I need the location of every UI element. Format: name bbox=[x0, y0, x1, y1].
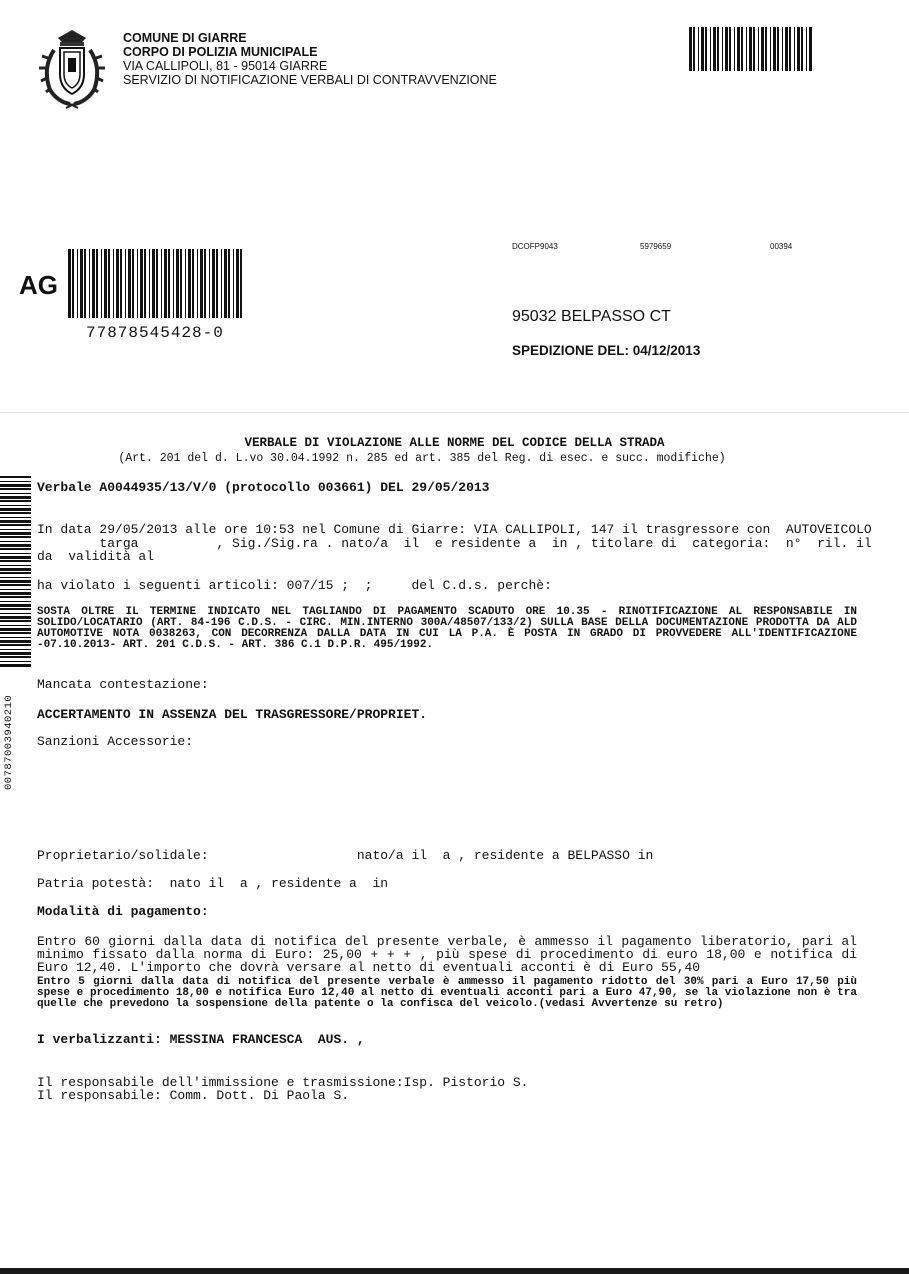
payment-reduced: Entro 5 giorni dalla data di notifica del presente verbale è ammesso il pagamento ridotto del 30% pari a Euro 17,50 più spese e procedimento 18,00 e notifica Euro 12,40 al netto di eventuali acconti pari a Euro 47,90, se la violazione non è tra quelle che prevedono la sospensione della patente o la confisca del veicolo.(vedasi Avvertenze su retro) bbox=[37, 976, 857, 1010]
in-data-line-3: da validità al bbox=[37, 549, 155, 564]
accertamento: ACCERTAMENTO IN ASSENZA DEL TRASGRESSORE/PROPRIET. bbox=[37, 707, 428, 722]
code-3: 00394 bbox=[770, 242, 793, 251]
violation-reason: SOSTA OLTRE IL TERMINE INDICATO NEL TAGLIANDO DI PAGAMENTO SCADUTO ORE 10.35 - RINOTIFICAZIONE AL RESPONSABILE IN SOLIDO/LOCATARIO (ART. 84-196 C.D.S. - CIRC. MIN.INTERNO 300A/48507/133/2) SULLA BASE DELLA DOCUMENTAZIONE PRODOTTA DA ALD AUTOMOTIVE NOTA 0038263, CON DECORRENZA DALLA DATA IN CUI LA P.A. È POSTA IN GRADO DI PROVVEDERE ALL'IDENTIFICAZIONE -07.10.2013- ART. 201 C.D.S. - ART. 386 C.1 D.P.R. 495/1992. bbox=[37, 606, 857, 651]
violated-articles: ha violato i seguenti articoli: 007/15 ; ; del C.d.s. perchè: bbox=[37, 578, 552, 593]
responsabile: Il responsabile: Comm. Dott. Di Paola S. bbox=[37, 1088, 350, 1103]
payment-methods-heading: Modalità di pagamento: bbox=[37, 904, 209, 919]
code-2: 5979659 bbox=[640, 242, 672, 251]
code-1: DCOFP9043 bbox=[512, 242, 558, 251]
page-bottom-edge bbox=[0, 1268, 909, 1274]
in-data-line-1: In data 29/05/2013 alle ore 10:53 nel Comune di Giarre: VIA CALLIPOLI, 147 il trasgressore con AUTOVEICOLO bbox=[37, 522, 872, 537]
in-data-line-2: targa , Sig./Sig.ra . nato/a il e residente a in , titolare di categoria: n° ril. il bbox=[37, 536, 872, 551]
shipment-date: SPEDIZIONE DEL: 04/12/2013 bbox=[512, 343, 701, 358]
municipal-crest-logo bbox=[36, 28, 108, 110]
mancata-contestazione: Mancata contestazione: bbox=[37, 677, 209, 692]
side-barcode bbox=[0, 476, 31, 668]
recipient-city: 95032 BELPASSO CT bbox=[512, 308, 671, 325]
ag-label: AG bbox=[19, 270, 58, 300]
verbalizzanti: I verbalizzanti: MESSINA FRANCESCA AUS. , bbox=[37, 1032, 365, 1047]
fold-line bbox=[0, 412, 909, 413]
document-subtitle: (Art. 201 del d. L.vo 30.04.1992 n. 285 ed art. 385 del Reg. di esec. e succ. modifiche) bbox=[118, 452, 726, 465]
responsabile-immissione: Il responsabile dell'immissione e trasmissione:Isp. Pistorio S. bbox=[37, 1075, 529, 1090]
header-line-4: SERVIZIO DI NOTIFICAZIONE VERBALI DI CONTRAVVENZIONE bbox=[123, 73, 497, 87]
ag-barcode bbox=[68, 249, 246, 318]
verbale-id: Verbale A0044935/13/V/0 (protocollo 003661) DEL 29/05/2013 bbox=[37, 480, 490, 495]
issuer-header bbox=[123, 31, 497, 87]
header-line-3: VIA CALLIPOLI, 81 - 95014 GIARRE bbox=[123, 59, 328, 73]
patria-potesta: Patria potestà: nato il a , residente a in bbox=[37, 876, 389, 891]
sanzioni-accessorie: Sanzioni Accessorie: bbox=[37, 734, 194, 749]
side-number: 00787003940210 bbox=[3, 694, 15, 790]
ag-barcode-number: 77878545428-0 bbox=[86, 324, 224, 342]
header-line-2: CORPO DI POLIZIA MUNICIPALE bbox=[123, 45, 318, 59]
payment-standard: Entro 60 giorni dalla data di notifica del presente verbale, è ammesso il pagamento liberatorio, pari al minimo fissato dalla norma di Euro: 25,00 + + + , più spese di procedimento di euro 18,00 e notifica di Euro 12,40. L'importo che dovrà versare al netto di eventuali acconti è di Euro 55,40 bbox=[37, 934, 857, 975]
top-barcode bbox=[689, 27, 815, 71]
document-title: VERBALE DI VIOLAZIONE ALLE NORME DEL CODICE DELLA STRADA bbox=[244, 436, 665, 450]
header-line-1: COMUNE DI GIARRE bbox=[123, 31, 247, 45]
proprietario-solidale: Proprietario/solidale: nato/a il a , residente a BELPASSO in bbox=[37, 848, 654, 863]
